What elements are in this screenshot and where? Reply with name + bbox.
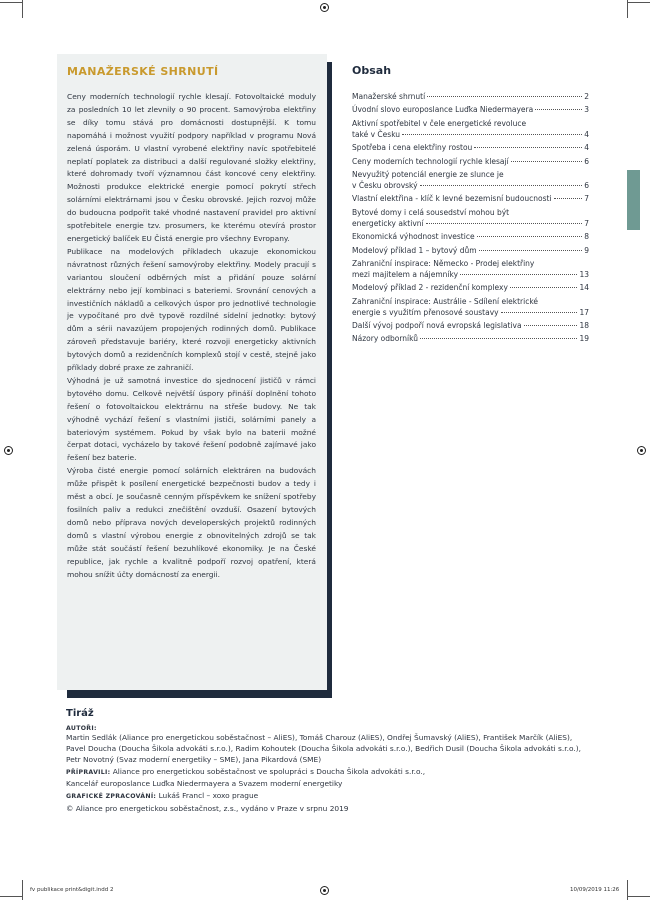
imprint-preparation (66, 766, 586, 789)
copyright: © Aliance pro energetickou soběstačnost, z.s., vydáno v Praze v srpnu 2019 (66, 804, 349, 813)
toc-page-number: 18 (579, 321, 589, 331)
toc-entry[interactable] (352, 104, 589, 115)
toc-entry[interactable] (352, 169, 589, 191)
crop-mark (0, 896, 22, 897)
toc-leader-dots (510, 287, 578, 288)
registration-mark-icon (320, 3, 329, 12)
toc-entry-title: Ekonomická výhodnost investice (352, 232, 475, 242)
toc-leader-dots (474, 147, 582, 148)
imprint-graphics (66, 790, 586, 802)
toc-entry[interactable] (352, 207, 589, 229)
authors-line: Pavel Doucha (Doucha Šikola advokáti s.r.o.), Radim Kohoutek (Doucha Šikola advokáti s.r.o.), Bedřich Dusil (Doucha Šikola advokáti s.r.o.), (66, 744, 581, 753)
registration-mark-icon (637, 446, 646, 455)
toc-entry[interactable] (352, 91, 589, 102)
authors-line: Petr Novotný (Svaz moderní energetiky – SME), Jana Pikardová (SME) (66, 755, 322, 764)
summary-body (67, 91, 316, 581)
toc-entry-title: Modelový příklad 1 – bytový dům (352, 245, 477, 255)
toc-title: Obsah (352, 64, 392, 77)
toc-entry-line: Bytové domy i celá sousedství mohou být (352, 207, 510, 217)
toc-entry-line: Zahraniční inspirace: Austrálie - Sdílení elektrické (352, 296, 539, 306)
authors-label: AUTOŘI: (66, 725, 97, 732)
imprint-authors (66, 725, 586, 765)
imprint (66, 708, 586, 814)
toc-entry-line: Zahraniční inspirace: Německo - Prodej elektřiny (352, 258, 535, 268)
toc-page-number: 7 (584, 218, 589, 228)
toc-entry[interactable] (352, 296, 589, 318)
toc-entry-title: v Česku obrovský (352, 180, 418, 190)
toc-leader-dots (402, 134, 582, 135)
toc-entry-line: Aktivní spotřebitel v čele energetické revoluce (352, 118, 527, 128)
toc-leader-dots (554, 198, 583, 199)
toc-entry-title: mezi majitelem a nájemníky (352, 269, 459, 279)
toc-leader-dots (460, 274, 577, 275)
toc-entry[interactable] (352, 118, 589, 140)
toc-page-number: 4 (584, 143, 589, 153)
toc-entry-title: energeticky aktivní (352, 218, 424, 228)
authors-line: Martin Sedlák (Aliance pro energetickou soběstačnost – AliES), Tomáš Charouz (AliES), Ondřej Šumavský (AliES), František Marčík (AliES), (66, 733, 573, 742)
crop-mark (627, 0, 628, 18)
print-slug-file: fv publikace print&digit.indd 2 (30, 887, 114, 893)
toc-page-number: 9 (584, 245, 589, 255)
toc-page-number: 14 (579, 283, 589, 293)
toc-entry-title: Spotřeba i cena elektřiny rostou (352, 143, 473, 153)
preparation-line: Kancelář europoslance Luďka Niedermayera a Svazem moderní energetiky (66, 779, 343, 788)
toc-entry-title: také v Česku (352, 129, 401, 139)
summary-box (57, 54, 327, 690)
summary-paragraph: Ceny moderních technologií rychle klesají. Fotovoltaické moduly za posledních 10 let zlevnily o 90 procent. Samovýroba elektřiny se díky tomu stává pro domácnosti dostupnější. K tomu napomáhá i možnost využití podpory například v programu Nová zelená úsporám. U vlastní vyrobené elektřiny navíc spotřebitelé neplatí poplatek za distribuci a další regulované složky elektřiny, které dohromady tvoří významnou část koncové ceny elektřiny. Možnosti produkce elektrické energie pomocí pokrytí střech solárními elektrárnami jsou v Česku obrovské. Jejich rozvoj může do budoucna podpořit také vhodné nastavení pravidel pro aktivní spotřebitele energie tzv. prosumers, ke kterému otevírá prostor energetický balíček EU Čistá energie pro všechny Evropany. (67, 92, 316, 243)
toc-entry-title: Manažerské shrnutí (352, 92, 426, 101)
crop-mark (22, 880, 23, 900)
toc-page-number: 17 (579, 307, 589, 317)
toc-leader-dots (501, 312, 578, 313)
toc-entry[interactable] (352, 142, 589, 153)
print-slug-timestamp: 10/09/2019 11:26 (570, 887, 620, 893)
toc-entry[interactable] (352, 282, 589, 293)
summary-paragraph: Výroba čisté energie pomocí solárních elektráren na budovách může přispět k posílení energetické bezpečnosti budov a tedy i měst a obcí. Je současně cenným příspěvkem ke snížení spotřeby fosilních paliv a redukci znečištění ovzduší. Osazení bytových domů nebo příprava nových developerských projektů rodinných domů s vlastní výrobou energie z obnovitelných zdrojů se tak může stát součástí řešení bezuhlíkové ekonomiky. Je na České republice, jak rychle a kvalitně podpoří rozvoj opatření, která mohou snížit účty domácností za energii. (67, 466, 316, 579)
toc-leader-dots (524, 325, 578, 326)
toc-entry[interactable] (352, 245, 589, 256)
registration-mark-icon (320, 886, 329, 895)
table-of-contents (352, 64, 589, 347)
toc-leader-dots (477, 236, 583, 237)
crop-mark (628, 2, 650, 3)
crop-mark (627, 880, 628, 900)
toc-leader-dots (535, 109, 582, 110)
toc-page-number: 4 (584, 129, 589, 139)
toc-entry-title: Modelový příklad 2 - rezidenční komplexy (352, 283, 508, 293)
toc-entry[interactable] (352, 258, 589, 280)
toc-entry-title: Názory odborníků (352, 334, 418, 344)
section-side-tab (627, 170, 640, 230)
toc-leader-dots (479, 250, 583, 251)
toc-entry-title: Vlastní elektřina - klíč k levné bezemisní budoucnosti (352, 194, 552, 204)
toc-page-number: 6 (584, 156, 589, 166)
toc-page-number: 2 (584, 92, 589, 101)
toc-entry-line: Nevyužitý potenciál energie ze slunce je (352, 169, 504, 179)
toc-page-number: 3 (584, 105, 589, 115)
toc-entry-title: energie s využitím přenosové soustavy (352, 307, 499, 317)
toc-leader-dots (426, 223, 583, 224)
summary-title: MANAŽERSKÉ SHRNUTÍ (67, 65, 219, 78)
toc-page-number: 8 (584, 232, 589, 242)
preparation-label: PŘÍPRAVILI: (66, 769, 111, 776)
toc-list (352, 91, 589, 344)
toc-entry-title: Ceny moderních technologií rychle klesají (352, 156, 509, 166)
toc-page-number: 13 (579, 269, 589, 279)
graphics-value: Lukáš Francl – xoxo prague (158, 791, 259, 800)
toc-entry[interactable] (352, 320, 589, 331)
toc-leader-dots (427, 96, 582, 97)
toc-entry-title: Úvodní slovo europoslance Luďka Niedermayera (352, 105, 534, 115)
toc-page-number: 19 (579, 334, 589, 344)
toc-entry[interactable] (352, 333, 589, 344)
crop-mark (628, 896, 650, 897)
toc-page-number: 7 (584, 194, 589, 204)
toc-entry[interactable] (352, 231, 589, 242)
crop-mark (0, 2, 22, 3)
preparation-line: Aliance pro energetickou soběstačnost ve spolupráci s Doucha Šikola advokáti s.r.o., (112, 767, 426, 776)
toc-entry-title: Další vývoj podpoří nová evropská legislativa (352, 321, 522, 331)
summary-paragraph: Publikace na modelových příkladech ukazuje ekonomickou návratnost různých řešení samovýroby elektřiny. Modely pracují s variantou sloučení odběrných míst a přidání pouze solární elektrárny nebo její kombinaci s bateriemi. Srovnání cenových a investičních nákladů a celkových úspor pro jednotlivé technologie je vypočítané pro dvě typově rozdílné sídelní jednotky: bytový dům a sérii navazújem propojených rodinných domů. Publikace zároveň představuje bariéry, které rozvoji energeticky aktivních bytových domů a rezidenčních komplexů stojí v cestě, stejně jako příklady dobré praxe ze zahraničí. (67, 246, 316, 373)
registration-mark-icon (4, 446, 13, 455)
toc-entry[interactable] (352, 156, 589, 167)
toc-page-number: 6 (584, 180, 589, 190)
toc-entry[interactable] (352, 193, 589, 204)
imprint-title: Tiráž (66, 708, 94, 719)
toc-leader-dots (420, 338, 577, 339)
crop-mark (22, 0, 23, 18)
toc-leader-dots (420, 185, 583, 186)
graphics-label: GRAFICKÉ ZPRACOVÁNÍ: (66, 793, 157, 800)
summary-paragraph: Výhodná je už samotná investice do sjednocení jističů v rámci bytového domu. Celkově největší úspory přináší doplnění tohoto řešení o fotovoltaickou elektrárnu na střeše budovy. Ne tak výhodně vychází řešení s vlastními jističi, solárními panely a bateriovým systémem. Pokud by však bylo na baterii možné čerpat dotaci, vycházelo by takové řešení podobně zajímavé jako řešení bez baterie. (67, 375, 316, 463)
toc-leader-dots (511, 161, 583, 162)
